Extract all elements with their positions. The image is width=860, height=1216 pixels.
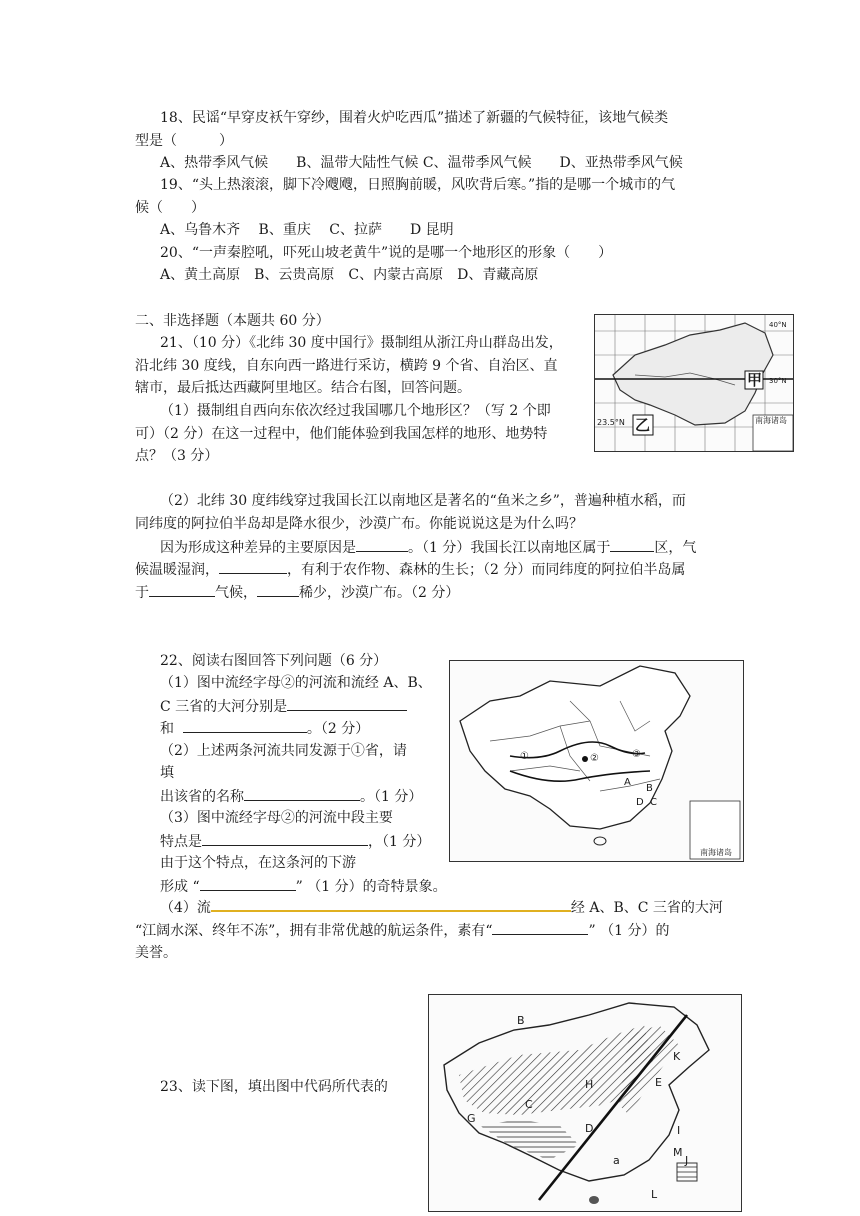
map-label-B: B <box>646 783 653 794</box>
q21-p2-line2: 同纬度的阿拉伯半岛却是降水很少，沙漠广布。你能说说这是为什么吗？ <box>135 516 583 532</box>
map-label-yi: 乙 <box>635 416 651 434</box>
q22-title: 22、阅读右图回答下列问题（6 分） <box>160 653 388 669</box>
q19-options: A、乌鲁木齐 B、重庆 C、拉萨 D 昆明 <box>160 222 454 238</box>
answer-blank-climate-zone[interactable] <box>610 537 654 552</box>
map-label-H: H <box>585 1078 594 1091</box>
map-label-D23: D <box>585 1122 594 1135</box>
q18-line1: 18、民谣“早穿皮袄午穿纱，围着火炉吃西瓜”描述了新疆的气候特征，该地气候类 <box>160 110 669 126</box>
answer-blank-province[interactable] <box>244 786 360 801</box>
q22-p3-line3: 由于这个特点，在这条河的下游 <box>160 855 356 871</box>
map-label-jia: 甲 <box>747 371 763 389</box>
answer-blank-river2[interactable] <box>183 718 307 733</box>
q20-options: A、黄土高原 B、云贵高原 C、内蒙古高原 D、青藏高原 <box>160 267 539 283</box>
map-label-M: M <box>673 1146 683 1159</box>
q21-p2-answer-line2: 候温暖湿润， ，有利于农作物、森林的生长；（2 分）而同纬度的阿拉伯半岛属 <box>135 559 685 580</box>
map-label-lat30: 30°N <box>769 377 787 385</box>
map-label-B23: B <box>517 1014 525 1027</box>
map-label-lat23: 23.5°N <box>597 418 625 427</box>
q22-p2-line2: 填 <box>160 765 174 781</box>
answer-blank-reason[interactable] <box>356 537 408 552</box>
answer-blank-river-feature[interactable] <box>202 831 368 846</box>
q20-line1: 20、“一声秦腔吼，吓死山坡老黄牛”说的是哪一个地形区的形象（ ） <box>160 245 613 261</box>
q22-p2-line3: 出该省的名称 。（1 分） <box>160 786 422 807</box>
q23-line1: 23、读下图，填出图中代码所代表的 <box>160 1079 388 1095</box>
q22-p3-line1: （3）图中流经字母②的河流中段主要 <box>160 810 393 826</box>
q21-line3: 辖市，最后抵达西藏阿里地区。结合右图，回答问题。 <box>135 380 471 396</box>
q21-line1: 21、（10 分）《北纬 30 度中国行》摄制组从浙江舟山群岛出发， <box>160 335 563 351</box>
q22-p4-line1: （4）流 经 A、B、C 三省的大河 <box>160 900 723 916</box>
map-label-C23: C <box>525 1098 533 1111</box>
map-label-G: G <box>467 1112 476 1125</box>
map-label-I: I <box>677 1124 681 1137</box>
q22-p1-line2: C 三省的大河分别是 <box>160 696 407 717</box>
q19-line2: 候（ ） <box>135 200 205 216</box>
map-label-C: C <box>650 797 657 808</box>
highlight-mark <box>211 900 571 912</box>
answer-blank-climate-feature[interactable] <box>219 559 287 574</box>
map-label-E: E <box>655 1076 662 1089</box>
q19-line1: 19、“头上热滚滚，脚下冷飕飕，日照胸前暖，风吹背后寒。”指的是哪一个城市的气 <box>160 177 676 193</box>
q21-map <box>594 314 794 452</box>
map-label-1: ① <box>520 751 529 762</box>
q21-p1-line3: 点？（3 分） <box>135 448 219 464</box>
q21-p2-answer-line3: 于 气候， 稀少，沙漠广布。（2 分） <box>135 582 459 603</box>
q21-p2-answer-line1: 因为形成这种差异的主要原因是 。（1 分）我国长江以南地区属于 区，气 <box>160 537 696 558</box>
map-label-2: ② <box>590 753 599 764</box>
map-label-lat40: 40°N <box>769 321 787 329</box>
q21-line2: 沿北纬 30 度线，自东向西一路进行采访，横跨 9 个省、自治区、直 <box>135 358 558 374</box>
map-label-a: a <box>613 1154 620 1167</box>
q22-map <box>449 660 744 862</box>
answer-blank-arabia-factor[interactable] <box>257 582 299 597</box>
q18-options: A、热带季风气候 B、温带大陆性气候 C、温带季风气候 D、亚热带季风气候 <box>160 155 683 171</box>
map-label-J: J <box>685 1154 689 1167</box>
q22-p4-line3: 美誉。 <box>135 945 177 961</box>
q22-p1-line3: 和 。（2 分） <box>160 718 369 739</box>
map-label-L: L <box>651 1188 658 1201</box>
q22-p3-line4: 形成 “ ” （1 分）的奇特景象。 <box>160 876 447 897</box>
q21-p1-line1: （1）摄制组自西向东依次经过我国哪几个地形区？（写 2 个即 <box>160 403 551 419</box>
answer-blank-arabia-climate[interactable] <box>149 582 215 597</box>
q22-p3-line2: 特点是 ，（1 分） <box>160 831 430 852</box>
section2-title: 二、非选择题（本题共 60 分） <box>135 313 330 329</box>
answer-blank-phenomenon[interactable] <box>200 876 296 891</box>
map-label-nanhai: 南海诸岛 <box>755 416 787 425</box>
q22-p1-line1: （1）图中流经字母②的河流和流经 A、B、 <box>160 675 432 691</box>
map-label-3: ③ <box>632 749 641 760</box>
map-label-nanhai-22: 南海诸岛 <box>700 848 732 857</box>
map-label-K: K <box>673 1050 681 1063</box>
map-label-A: A <box>624 777 631 788</box>
q21-p1-line2: 可）（2 分）在这一过程中，他们能体验到我国怎样的地形、地势特 <box>135 426 548 442</box>
q21-p2-line1: （2）北纬 30 度纬线穿过我国长江以南地区是著名的“鱼米之乡”，普遍种植水稻，而 <box>160 493 686 509</box>
q23-map <box>428 994 742 1212</box>
answer-blank-river1[interactable] <box>287 696 407 711</box>
q22-p2-line1: （2）上述两条河流共同发源于①省，请 <box>160 743 407 759</box>
q18-line2: 型是（ ） <box>135 133 233 149</box>
q22-p4-line2: “江阔水深、终年不冻”，拥有非常优越的航运条件，素有“ ” （1 分）的 <box>135 920 669 941</box>
answer-blank-nickname[interactable] <box>492 920 588 935</box>
map-label-D: D <box>636 797 644 808</box>
